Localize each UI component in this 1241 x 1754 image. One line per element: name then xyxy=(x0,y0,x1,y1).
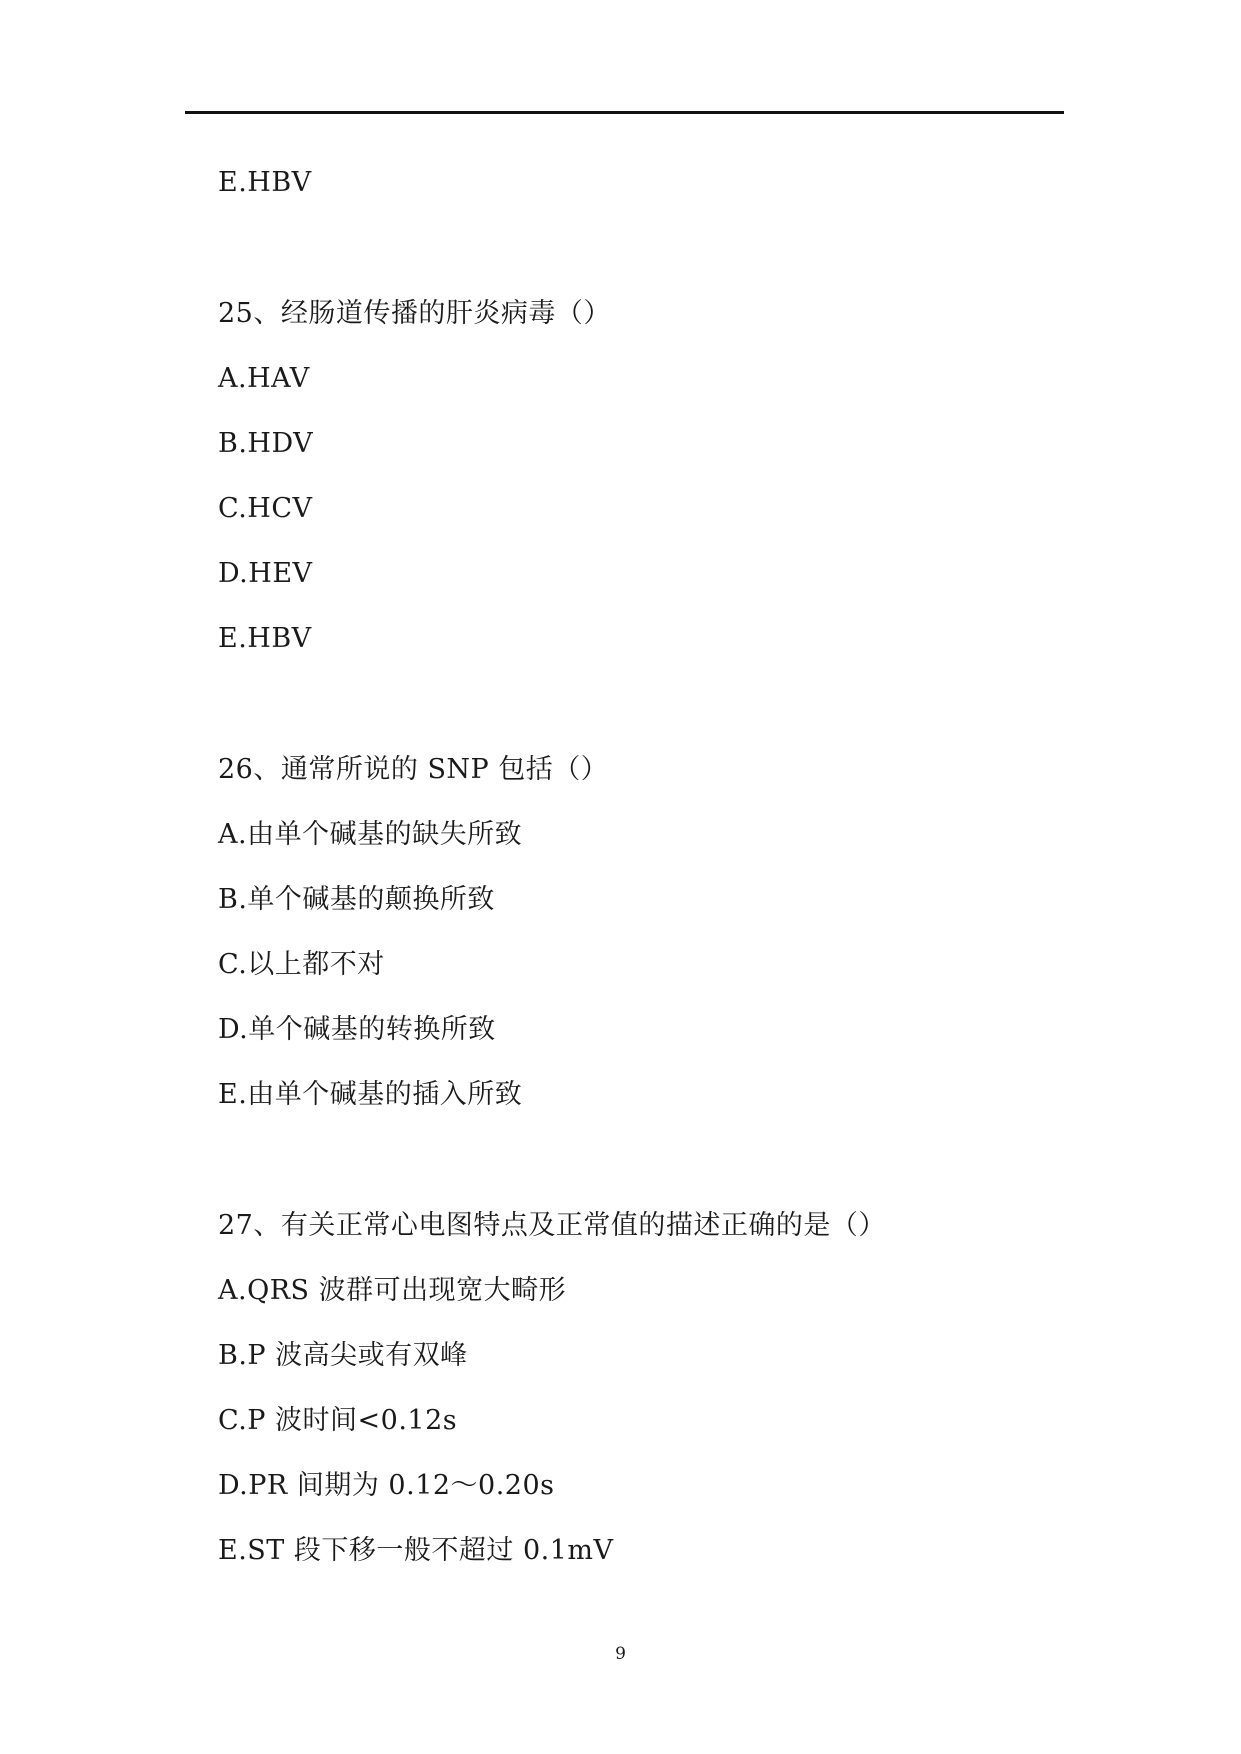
question-25-option-c: C.HCV xyxy=(218,493,313,524)
question-26-option-b: B.单个碱基的颠换所致 xyxy=(218,884,495,915)
question-26-option-d: D.单个碱基的转换所致 xyxy=(218,1014,496,1045)
question-26-stem: 26、通常所说的 SNP 包括（） xyxy=(218,754,609,785)
question-25-option-e: E.HBV xyxy=(218,623,312,654)
option-prev-e: E.HBV xyxy=(218,167,312,198)
question-27-option-c: C.P 波时间<0.12s xyxy=(218,1405,458,1436)
question-27-option-b: B.P 波高尖或有双峰 xyxy=(218,1340,468,1371)
question-25-option-d: D.HEV xyxy=(218,558,313,589)
question-27-option-d: D.PR 间期为 0.12～0.20s xyxy=(218,1470,555,1501)
question-27-stem: 27、有关正常心电图特点及正常值的描述正确的是（） xyxy=(218,1210,886,1241)
question-25-stem: 25、经肠道传播的肝炎病毒（） xyxy=(218,298,611,329)
question-25-option-b: B.HDV xyxy=(218,428,314,459)
question-27-option-a: A.QRS 波群可出现宽大畸形 xyxy=(218,1275,567,1306)
question-27-option-e: E.ST 段下移一般不超过 0.1mV xyxy=(218,1535,614,1566)
question-26-option-a: A.由单个碱基的缺失所致 xyxy=(218,819,523,850)
question-25-option-a: A.HAV xyxy=(218,363,310,394)
page-number: 9 xyxy=(615,1644,626,1664)
question-26-option-c: C.以上都不对 xyxy=(218,949,385,980)
question-26-option-e: E.由单个碱基的插入所致 xyxy=(218,1079,523,1110)
header-rule xyxy=(185,111,1064,114)
